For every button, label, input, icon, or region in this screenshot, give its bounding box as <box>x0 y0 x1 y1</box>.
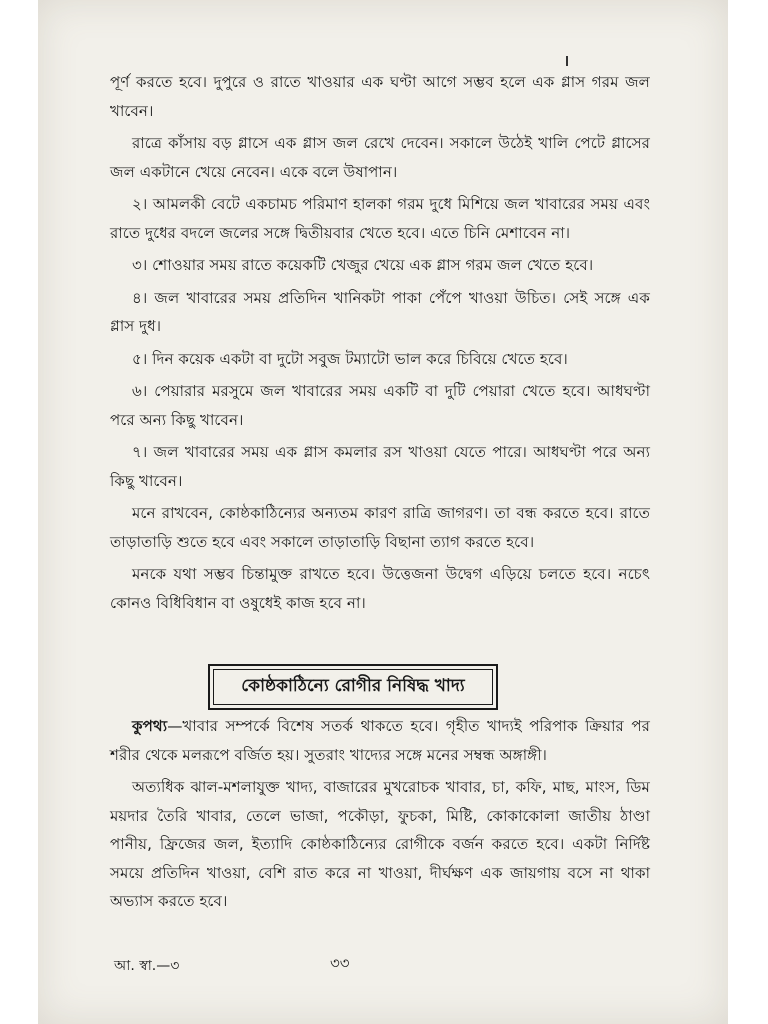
paragraph-item-7: ৭। জল খাবারের সময় এক গ্লাস কমলার রস খাওয়া যেতে পারে। আধঘণ্টা পরে অন্য কিছু খাবেন। <box>110 443 650 490</box>
paragraph-kupathya <box>110 712 650 769</box>
paragraph-item-4: ৪। জল খাবারের সময় প্রতিদিন খানিকটা পাকা পেঁপে খাওয়া উচিত। সেই সঙ্গে এক গ্লাস দুধ। <box>110 288 650 335</box>
paragraph-item-3: ৩। শোওয়ার সময় রাতে কয়েকটি খেজুর খেয়ে এক গ্লাস গরম জল খেতে হবে। <box>132 256 594 274</box>
paragraph-sleep-advice: মনে রাখবেন, কোষ্ঠকাঠিন্যের অন্যতম কারণ রাত্রি জাগরণ। তা বন্ধ করতে হবে। রাতে তাড়াতাড়ি শুতে হবে এবং সকালে তাড়াতাড়ি বিছানা ত্যাগ করতে হবে। <box>110 504 650 551</box>
section-heading-box <box>208 664 498 710</box>
paragraph-continuation: পূর্ণ করতে হবে। দুপুরে ও রাতে খাওয়ার এক ঘণ্টা আগে সম্ভব হলে এক গ্লাস গরম জল খাবেন। <box>110 73 650 120</box>
paragraph-item-2: ২। আমলকী বেটে একচামচ পরিমাণ হালকা গরম দুধে মিশিয়ে জল খাবারের সময় এবং রাতে দুধের বদলে জলের সঙ্গে দ্বিতীয়বার খেতে হবে। এতে চিনি মেশাবেন না। <box>110 195 650 242</box>
lead-word: কুপথ্য <box>132 717 168 735</box>
body-text-bottom <box>110 712 650 920</box>
paragraph-stress-advice: মনকে যথা সম্ভব চিন্তামুক্ত রাখতে হবে। উত্তেজনা উদ্বেগ এড়িয়ে চলতে হবে। নচেৎ কোনও বিধিবিধান বা ওষুধেই কাজ হবে না। <box>110 565 650 612</box>
lead-rest: —খাবার সম্পর্কে বিশেষ সতর্ক থাকতে হবে। গৃহীত খাদ্যই পরিপাক ক্রিয়ার পর শরীর থেকে মলরূপে বর্জিত হয়। সুতরাং খাদ্যের সঙ্গে মনের সম্বন্ধ অঙ্গাঙ্গী। <box>110 717 650 764</box>
book-page <box>38 0 728 1024</box>
paragraph-item-5: ৫। দিন কয়েক একটা বা দুটো সবুজ টম্যাটো ভাল করে চিবিয়ে খেতে হবে। <box>132 349 568 368</box>
paragraph-ushapan: রাত্রে কাঁসায় বড় গ্লাসে এক গ্লাস জল রেখে দেবেন। সকালে উঠেই খালি পেটে গ্লাসের জল একটানে খেয়ে নেবেন। একে বলে উষাপান। <box>110 134 650 181</box>
paragraph-forbidden-foods: অত্যধিক ঝাল-মশলাযুক্ত খাদ্য, বাজারের মুখরোচক খাবার, চা, কফি, মাছ, মাংস, ডিম ময়দার তৈরি খাবার, তেলে ভাজা, পকৌড়া, ফুচকা, মিষ্টি, কোকাকোলা জাতীয় ঠাণ্ডা পানীয়, ফ্রিজের জল, ইত্যাদি কোষ্ঠকাঠিন্যের রোগীকে বর্জন করতে হবে। একটা নির্দিষ্ট সময়ে প্রতিদিন খাওয়া, বেশি রাত করে না খাওয়া, দীর্ঘক্ষণ এক জায়গায় বসে না থাকা অভ্যাস করতে হবে। <box>110 778 650 910</box>
page-number: ৩৩ <box>330 954 350 972</box>
section-heading: কোষ্ঠকাঠিন্যে রোগীর নিষিদ্ধ খাদ্য <box>213 669 493 705</box>
ink-mark <box>566 56 568 66</box>
paragraph-item-6: ৬। পেয়ারার মরসুমে জল খাবারের সময় একটি বা দুটি পেয়ারা খেতে হবে। আধঘণ্টা পরে অন্য কিছু খাবেন। <box>110 382 650 429</box>
body-text-top <box>110 68 650 621</box>
footer-book-code: আ. স্বা.—৩ <box>114 958 180 974</box>
